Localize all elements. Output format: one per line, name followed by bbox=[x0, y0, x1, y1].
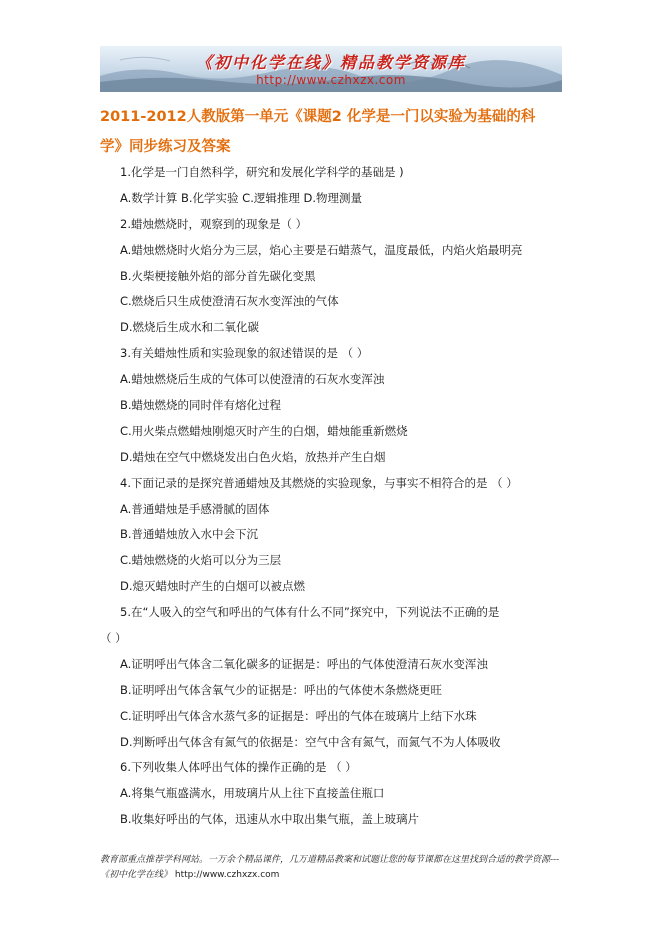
question-4-option-c: C.蜡烛燃烧的火焰可以分为三层 bbox=[120, 553, 282, 568]
question-5-option-c: C.证明呼出气体含水蒸气多的证据是：呼出的气体在玻璃片上结下水珠 bbox=[120, 708, 477, 723]
question-2-option-a: A.蜡烛燃烧时火焰分为三层，焰心主要是石蜡蒸气，温度最低，内焰火焰最明亮 bbox=[120, 242, 523, 257]
banner-title: 《初中化学在线》精品教学资源库 bbox=[195, 53, 466, 72]
question-4: 4.下面记录的是探究普通蜡烛及其燃烧的实验现象，与事实不相符合的是 （ ） bbox=[120, 475, 518, 490]
question-6-option-a: A.将集气瓶盛满水，用玻璃片从上往下直接盖住瓶口 bbox=[120, 786, 385, 801]
banner-url[interactable]: http://www.czhxzx.com bbox=[256, 73, 406, 87]
footer-text: 教育部重点推荐学科网站。一万余个精品课件，几万道精品教案和试题让您的每节课都在这里找到合适的教学资源---《初中化学在线》 bbox=[100, 855, 560, 880]
question-5-option-b: B.证明呼出气体含氧气少的证据是：呼出的气体使木条燃烧更旺 bbox=[120, 682, 443, 697]
footer-url[interactable]: http://www.czhxzx.com bbox=[174, 870, 280, 880]
question-4-option-a: A.普通蜡烛是手感滑腻的固体 bbox=[120, 501, 270, 516]
question-3-option-d: D.蜡烛在空气中燃烧发出白色火焰，放热并产生白烟 bbox=[120, 449, 386, 464]
question-5: 5.在“人吸入的空气和呼出的气体有什么不同”探究中，下列说法不正确的是 bbox=[120, 605, 500, 620]
question-2-option-d: D.燃烧后生成水和二氧化碳 bbox=[120, 320, 260, 335]
question-4-option-b: B.普通蜡烛放入水中会下沉 bbox=[120, 527, 259, 542]
exercise-body bbox=[100, 160, 570, 833]
document-title bbox=[100, 102, 570, 162]
question-2: 2.蜡烛燃烧时，观察到的现象是（ ） bbox=[120, 216, 308, 231]
question-2-option-c: C.燃烧后只生成使澄清石灰水变浑浊的气体 bbox=[120, 294, 339, 309]
question-4-option-d: D.熄灭蜡烛时产生的白烟可以被点燃 bbox=[120, 579, 306, 594]
question-6-option-b: B.收集好呼出的气体，迅速从水中取出集气瓶，盖上玻璃片 bbox=[120, 812, 420, 827]
question-5-option-a: A.证明呼出气体含二氧化碳多的证据是：呼出的气体使澄清石灰水变浑浊 bbox=[120, 656, 488, 671]
question-1: 1.化学是一门自然科学，研究和发展化学科学的基础是 ) bbox=[120, 165, 404, 179]
header-banner bbox=[100, 46, 562, 92]
question-3-option-c: C.用火柴点燃蜡烛刚熄灭时产生的白烟，蜡烛能重新燃烧 bbox=[120, 423, 408, 438]
question-2-option-b: B.火柴梗接触外焰的部分首先碳化变黑 bbox=[120, 268, 316, 283]
question-5-option-d: D.判断呼出气体含有氮气的依据是：空气中含有氮气，而氮气不为人体吸收 bbox=[120, 734, 501, 749]
question-5-answer-blank: （ ） bbox=[100, 631, 127, 646]
question-6: 6.下列收集人体呼出气体的操作正确的是 （ ） bbox=[120, 760, 357, 775]
document-title-line-1: 2011-2012人教版第一单元《课题2 化学是一门以实验为基础的科 bbox=[100, 109, 536, 125]
question-3-option-a: A.蜡烛燃烧后生成的气体可以使澄清的石灰水变浑浊 bbox=[120, 372, 385, 387]
page-footer bbox=[100, 853, 570, 883]
question-3: 3.有关蜡烛性质和实验现象的叙述错误的是 （ ） bbox=[120, 346, 369, 361]
question-3-option-b: B.蜡烛燃烧的同时伴有熔化过程 bbox=[120, 398, 282, 413]
document-title-line-2: 学》同步练习及答案 bbox=[100, 139, 231, 155]
question-1-options: A.数学计算 B.化学实验 C.逻辑推理 D.物理测量 bbox=[120, 190, 363, 205]
